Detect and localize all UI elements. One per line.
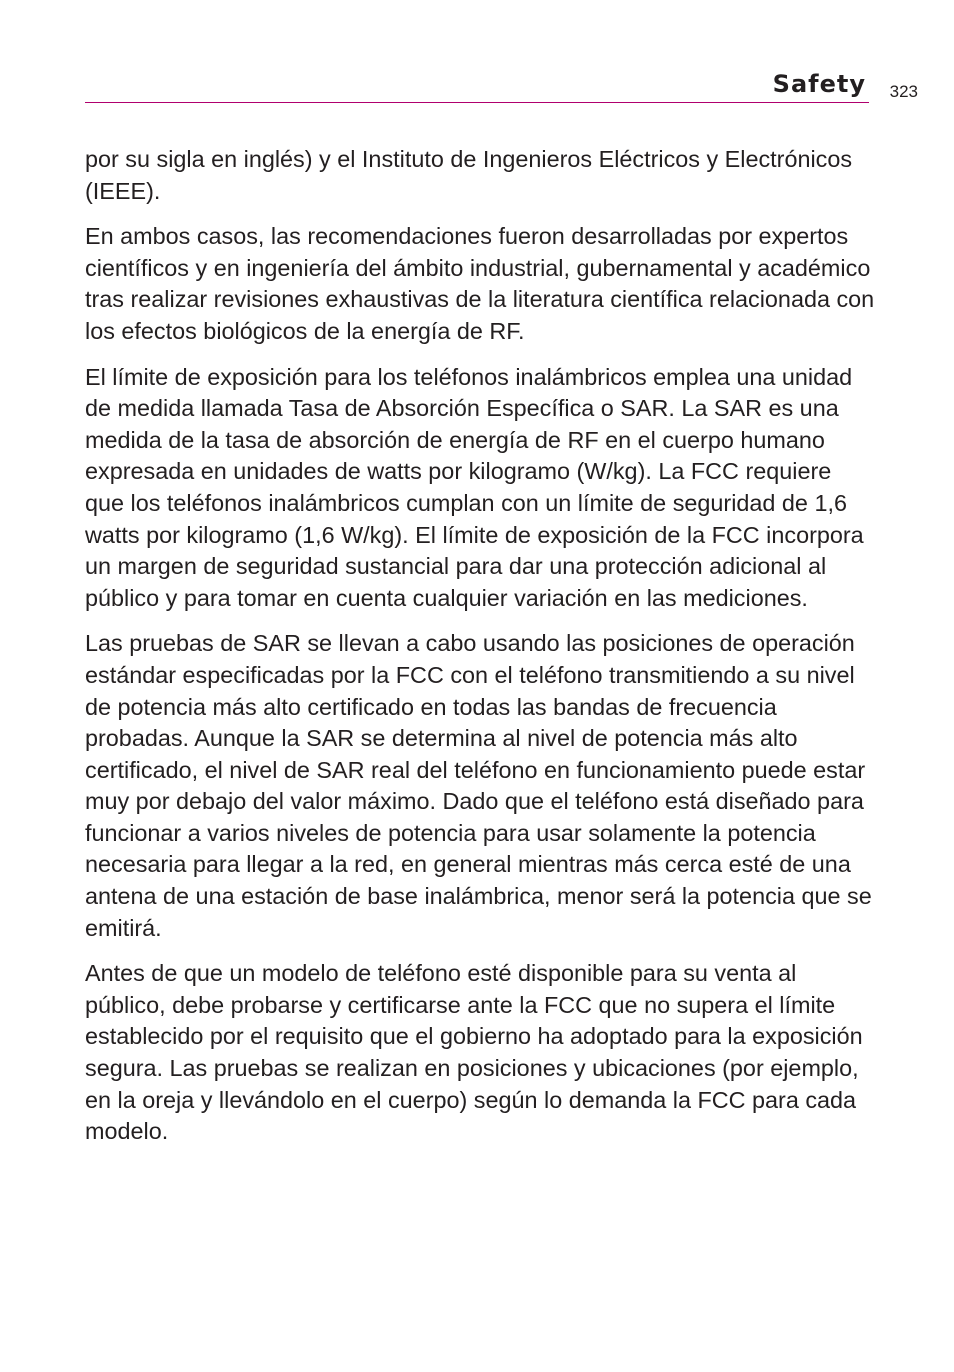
body-text — [85, 144, 875, 1162]
paragraph: El límite de exposición para los teléfonos inalámbricos emplea una unidad de medida llamada Tasa de Absorción Específica o SAR. La SAR es una medida de la tasa de absorción de energía de RF en el cuerpo humano expresada en unidades de watts por kilogramo (W/kg). La FCC requiere que los teléfonos inalámbricos cumplan con un límite de seguridad de 1,6 watts por kilogramo (1,6 W/kg). El límite de exposición de la FCC incorpora un margen de seguridad sustancial para dar una protección adicional al público y para tomar en cuenta cualquier variación en las mediciones. — [85, 363, 864, 611]
page-number: 323 — [889, 82, 918, 101]
paragraph: En ambos casos, las recomendaciones fueron desarrolladas por expertos científicos y en ingeniería del ámbito industrial, gubernamental y académico tras realizar revisiones exhaustivas de la literatura científica relacionada con los efectos biológicos de la energía de RF. — [85, 223, 875, 344]
paragraph: Antes de que un modelo de teléfono esté disponible para su venta al público, debe probarse y certificarse ante la FCC que no supera el límite establecido por el requisito que el gobierno ha adoptado para la exposición segura. Las pruebas se realizan en posiciones y ubicaciones (por ejemplo, en la oreja y llevándolo en el cuerpo) según lo demanda la FCC para cada modelo. — [85, 960, 863, 1145]
page-header — [85, 66, 918, 106]
section-title: Safety — [772, 70, 866, 98]
paragraph: Las pruebas de SAR se llevan a cabo usando las posiciones de operación estándar especificadas por la FCC con el teléfono transmitiendo a su nivel de potencia más alto certificado en todas las bandas de frecuencia probadas. Aunque la SAR se determina al nivel de potencia más alto certificado, el nivel de SAR real del teléfono en funcionamiento puede estar muy por debajo del valor máximo. Dado que el teléfono está diseñado para funcionar a varios niveles de potencia para usar solamente la potencia necesaria para llegar a la red, en general mientras más cerca esté de una antena de una estación de base inalámbrica, menor será la potencia que se emitirá. — [85, 630, 872, 941]
paragraph: por su sigla en inglés) y el Instituto de Ingenieros Eléctricos y Electrónicos (IEEE). — [85, 146, 853, 204]
header-divider — [85, 102, 869, 103]
